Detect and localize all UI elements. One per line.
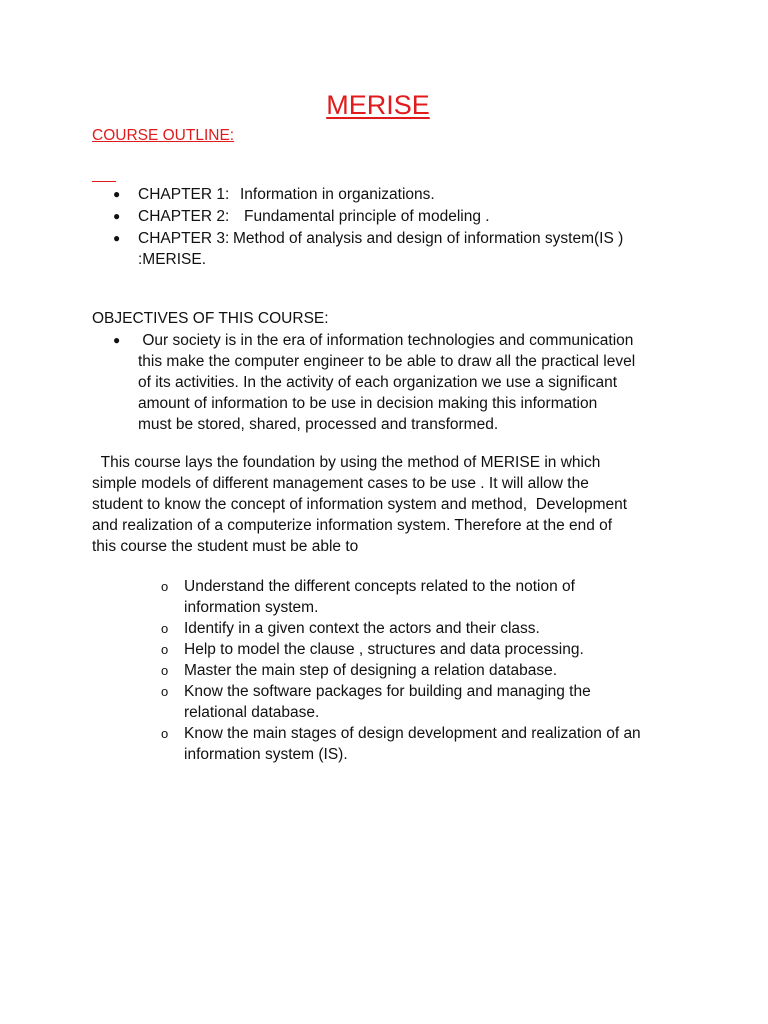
objective-text: Our society is in the era of information technologies and communication this make the computer engineer to be able to draw all the practical level of its activities. In the activity of each organization we use a significant amount of information to be use in decision making this information must be stored, shared, processed and transformed. <box>138 332 636 433</box>
document-title: MERISE <box>326 90 430 120</box>
circle-bullet-icon: o <box>161 726 169 741</box>
red-underline-mark <box>92 181 116 182</box>
intro-paragraph: This course lays the foundation by using the method of MERISE in which simple models of different management cases to be use . It will allow the student to know the concept of information system and method, Development and realization of a computerize information system. Therefore at the end of this course the student must be able to <box>92 454 628 555</box>
goal-text: Know the main stages of design development and realization of an information system (IS). <box>184 725 641 763</box>
bullet-icon: ● <box>113 333 121 347</box>
goal-text: Identify in a given context the actors and their class. <box>184 620 540 637</box>
chapter-label: CHAPTER 2: <box>138 208 230 225</box>
goal-text: Help to model the clause , structures and data processing. <box>184 641 584 658</box>
bullet-icon: ● <box>113 209 121 223</box>
objectives-heading: OBJECTIVES OF THIS COURSE: <box>92 310 329 327</box>
course-outline-heading: COURSE OUTLINE: <box>92 127 235 144</box>
circle-bullet-icon: o <box>161 663 169 678</box>
circle-bullet-icon: o <box>161 642 169 657</box>
chapter-label: CHAPTER 3: <box>138 230 230 247</box>
circle-bullet-icon: o <box>161 621 169 636</box>
chapter-detail: Fundamental principle of modeling . <box>244 208 490 225</box>
circle-bullet-icon: o <box>161 684 169 699</box>
chapter-detail: Method of analysis and design of information system(IS ) <box>233 230 624 247</box>
bullet-icon: ● <box>113 187 121 201</box>
goal-text: Know the software packages for building and managing the relational database. <box>184 683 591 721</box>
chapter-detail: Information in organizations. <box>240 186 435 203</box>
goal-text: Master the main step of designing a relation database. <box>184 662 558 679</box>
bullet-icon: ● <box>113 231 121 245</box>
circle-bullet-icon: o <box>161 579 169 594</box>
goal-text: Understand the different concepts related to the notion of information system. <box>184 578 575 616</box>
chapter-continuation: :MERISE. <box>138 251 207 268</box>
chapter-label: CHAPTER 1: <box>138 186 230 203</box>
